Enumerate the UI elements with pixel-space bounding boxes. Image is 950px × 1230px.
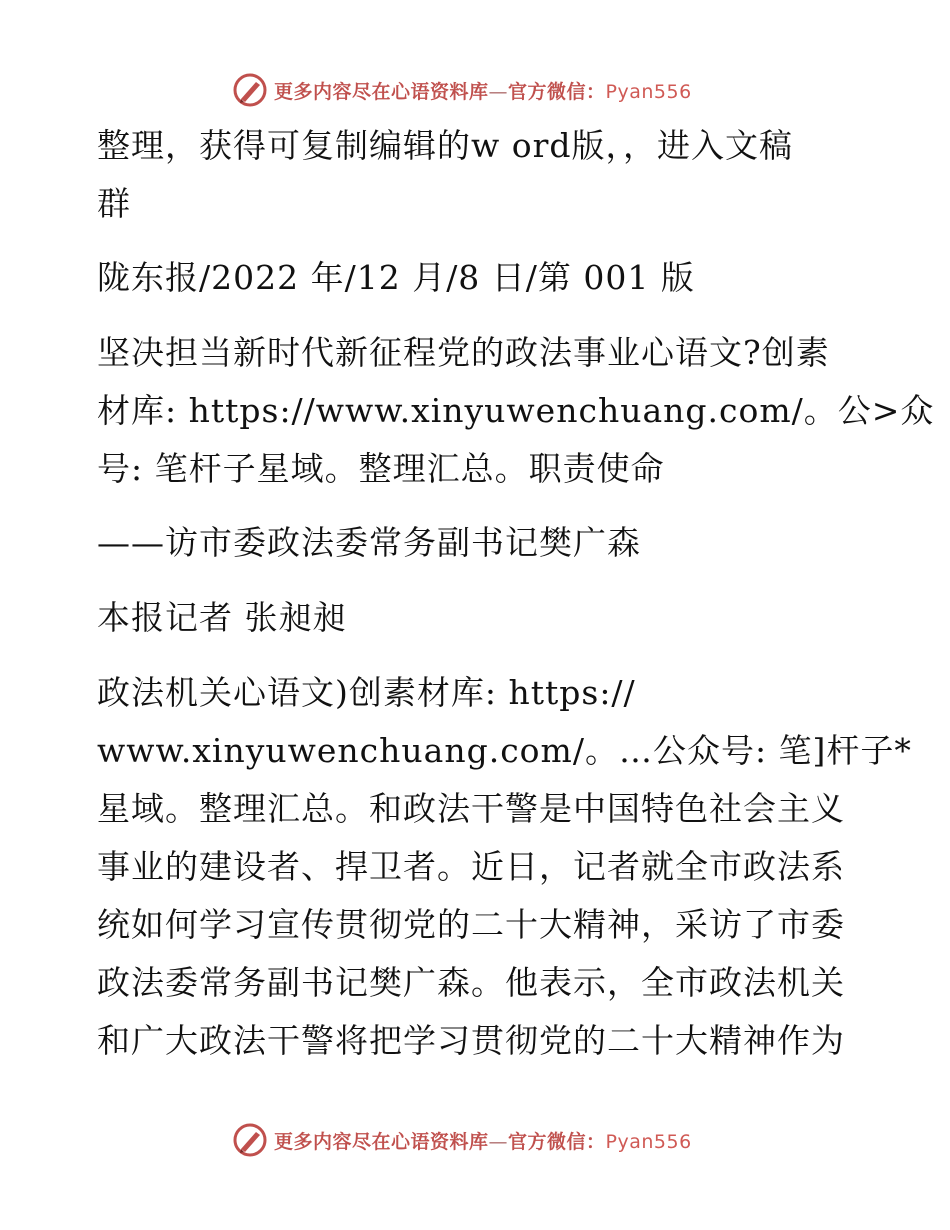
text-line: 星域。整理汇总。和政法干警是中国特色社会主义 (97, 789, 845, 828)
banner-main-text: 更多内容尽在心语资料库 (274, 1130, 489, 1153)
banner-label: 官方微信： (508, 80, 606, 103)
banner-wechat-id: Pyan556 (605, 80, 692, 103)
text-line: www.xinyuwenchuang.com/。…公众号: 笔]杆子* (97, 731, 912, 770)
text-line: 事业的建设者、捍卫者。近日，记者就全市政法系 (97, 847, 845, 886)
footer-banner (232, 1120, 712, 1160)
text-line: 政法委常务副书记樊广森。他表示，全市政法机关 (97, 963, 845, 1002)
text-line: 统如何学习宣传贯彻党的二十大精神，采访了市委 (97, 905, 845, 944)
banner-separator: — (488, 1130, 509, 1153)
publication-line: 陇东报/2022 年/12 月/8 日/第 001 版 (97, 258, 695, 297)
header-banner (232, 70, 712, 110)
text-line: 号: 笔杆子星域。整理汇总。职责使命 (97, 449, 665, 488)
pen-logo-icon (232, 1122, 268, 1158)
headline-line: 坚决担当新时代新征程党的政法事业心语文?创素 (97, 333, 830, 372)
banner-wechat-id: Pyan556 (605, 1130, 692, 1153)
text-line: 整理，获得可复制编辑的w ord版，，进入文稿 (97, 126, 794, 165)
text-line: 和广大政法干警将把学习贯彻党的二十大精神作为 (97, 1021, 845, 1060)
text-line: 材库: https://www.xinyuwenchuang.com/。公>众 (97, 391, 935, 430)
text-line: 群 (97, 184, 131, 223)
banner-main-text: 更多内容尽在心语资料库 (274, 80, 489, 103)
pen-logo-icon (232, 72, 268, 108)
text-line: 政法机关心语文)创素材库: https:// (97, 673, 636, 712)
byline: 本报记者 张昶昶 (97, 598, 347, 637)
banner-label: 官方微信： (508, 1130, 606, 1153)
banner-separator: — (488, 80, 509, 103)
subtitle-line: ——访市委政法委常务副书记樊广森 (97, 523, 641, 562)
